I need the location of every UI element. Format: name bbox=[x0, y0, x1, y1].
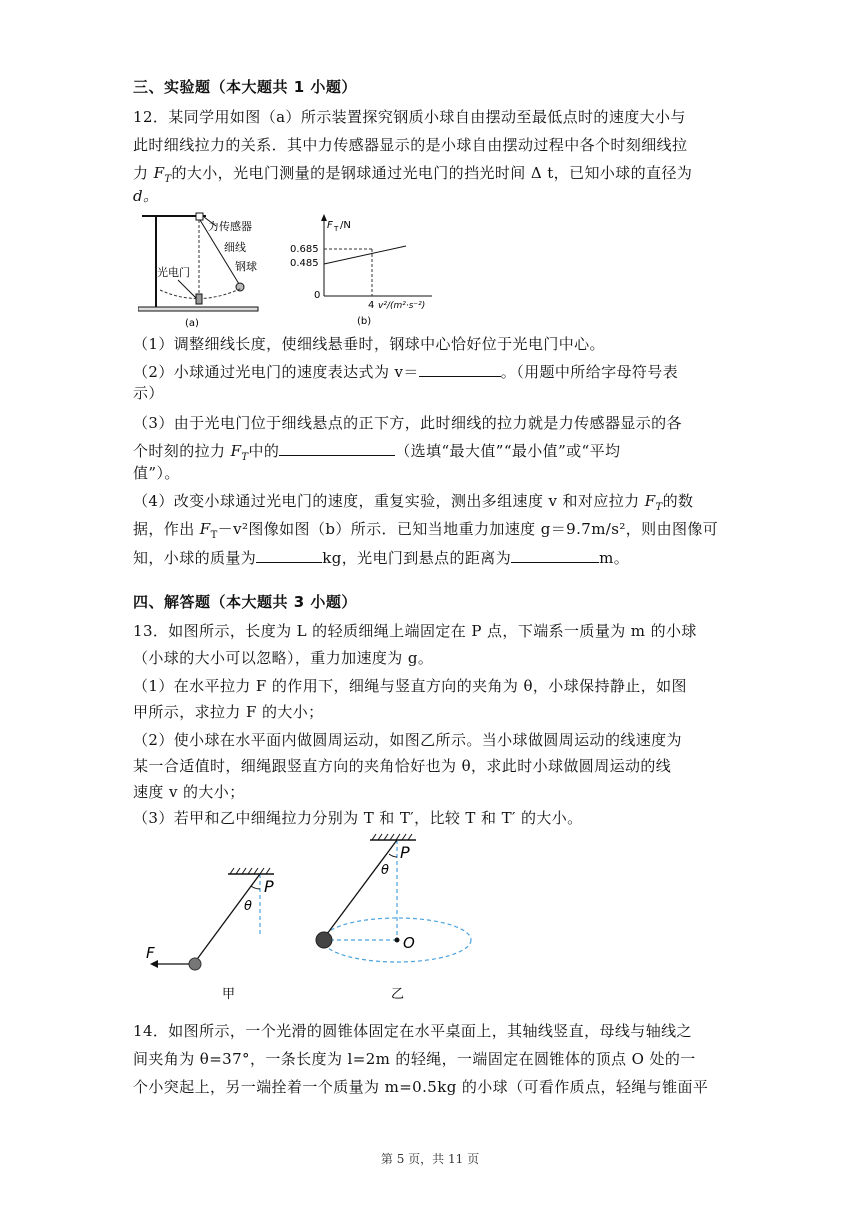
tick-0485: 0.485 bbox=[290, 258, 319, 269]
label-sensor: 力传感器 bbox=[208, 220, 252, 233]
q12-step-4: （4）改变小球通过光电门的速度，重复实验，测出多组速度 v 和对应拉力 $F_T$的数 bbox=[133, 492, 694, 513]
page-footer: 第 5 页，共 11 页 bbox=[380, 1152, 480, 1166]
figure-b-graph bbox=[282, 212, 442, 330]
caption-jia: 甲 bbox=[222, 987, 236, 1002]
tick-4: 4 bbox=[368, 300, 375, 311]
label-string: 细线 bbox=[224, 241, 246, 254]
q13-line-5: （2）使小球在水平面内做圆周运动，如图乙所示。当小球做圆周运动的线速度为 bbox=[133, 731, 682, 749]
figure-a-apparatus bbox=[138, 210, 273, 330]
svg-text:F: F bbox=[327, 220, 333, 231]
q13-line-4: 甲所示，求拉力 F 的大小； bbox=[133, 703, 324, 721]
q12-step-3-end: 值”）。 bbox=[133, 464, 180, 482]
q13-line-8: （3）若甲和乙中细绳拉力分别为 T 和 T′，比较 T 和 T′ 的大小。 bbox=[133, 809, 583, 827]
q12-line-3: 力 $F_T$的大小，光电门测量的是钢球通过光电门的挡光时间 Δ t，已知小球的直径为 bbox=[133, 164, 693, 185]
answer-blank-extreme[interactable] bbox=[279, 441, 395, 456]
answer-blank-velocity[interactable] bbox=[419, 362, 501, 377]
q14-line-3: 个小突起上，另一端拴着一个质量为 m=0.5kg 的小球（可看作质点，轻绳与锥面平 bbox=[133, 1078, 709, 1096]
q13-line-1: 13．如图所示，长度为 L 的轻质细绳上端固定在 P 点，下端系一质量为 m 的小球 bbox=[133, 622, 697, 640]
tick-0685: 0.685 bbox=[290, 244, 319, 255]
label-P-jia: P bbox=[264, 877, 274, 896]
q12-step-2-cont: 示） bbox=[133, 384, 164, 402]
label-ball: 钢球 bbox=[235, 260, 257, 273]
label-theta-jia: θ bbox=[244, 899, 252, 914]
caption-yi: 乙 bbox=[391, 987, 405, 1002]
svg-text:T: T bbox=[334, 225, 339, 233]
q12-line-2: 此时细线拉力的关系．其中力传感器显示的是小球自由摆动过程中各个时刻细线拉 bbox=[133, 136, 688, 154]
answer-blank-distance[interactable] bbox=[511, 548, 599, 563]
svg-text:/N: /N bbox=[340, 220, 351, 231]
q13-line-6: 某一合适值时，细绳跟竖直方向的夹角恰好也为 θ，求此时小球做圆周运动的线 bbox=[133, 757, 672, 775]
figure-yi bbox=[308, 830, 478, 1004]
q12-step-1: （1）调整细线长度，使细线悬垂时，钢球中心恰好位于光电门中心。 bbox=[133, 335, 605, 353]
q13-line-2: （小球的大小可以忽略），重力加速度为 g。 bbox=[133, 649, 434, 667]
q13-line-3: （1）在水平拉力 F 的作用下，细绳与竖直方向的夹角为 θ，小球保持静止，如图 bbox=[133, 677, 687, 695]
section-heading-experiment: 三、实验题（本大题共 1 小题） bbox=[133, 78, 357, 96]
answer-blank-mass[interactable] bbox=[256, 548, 322, 563]
q14-line-2: 间夹角为 θ=37°，一条长度为 l=2m 的轻绳，一端固定在圆锥体的顶点 O 处的一 bbox=[133, 1050, 696, 1068]
q12-step-4-cont: 据，作出 $F_T-v^2$图像如图（b）所示．已知当地重力加速度 g＝9.7m/s²，则由图像可 bbox=[133, 520, 719, 541]
x-axis-label: v²/(m²·s⁻²) bbox=[378, 301, 426, 311]
q12-line-1: 12．某同学用如图（a）所示装置探究钢质小球自由摆动至最低点时的速度大小与 bbox=[133, 108, 686, 126]
q14-line-1: 14．如图所示，一个光滑的圆锥体固定在水平桌面上，其轴线竖直，母线与轴线之 bbox=[133, 1022, 692, 1040]
section-heading-answer: 四、解答题（本大题共 3 小题） bbox=[133, 593, 357, 611]
label-P-yi: P bbox=[400, 843, 410, 862]
figure-jia bbox=[140, 862, 285, 1004]
caption-b: (b) bbox=[357, 316, 372, 327]
q12-step-4-end: 知，小球的质量为 kg，光电门到悬点的距离为 m。 bbox=[133, 549, 630, 567]
q12-step-3: （3）由于光电门位于细线悬点的正下方，此时细线的拉力就是力传感器显示的各 bbox=[133, 414, 682, 432]
label-O: O bbox=[403, 934, 415, 952]
caption-a: (a) bbox=[185, 318, 199, 329]
q12-line-4: d。 bbox=[133, 187, 159, 205]
tick-origin: 0 bbox=[314, 290, 321, 301]
q13-line-7: 速度 v 的大小； bbox=[133, 783, 245, 801]
label-F: F bbox=[146, 944, 155, 962]
q12-step-2: （2）小球通过光电门的速度表达式为 v＝ 。（用题中所给字母符号表 bbox=[133, 363, 679, 381]
label-theta-yi: θ bbox=[381, 863, 389, 878]
label-gate: 光电门 bbox=[157, 266, 190, 279]
q12-step-3-cont: 个时刻的拉力 $F_T$中的 （选填“最大值”“最小值”或“平均 bbox=[133, 442, 621, 463]
